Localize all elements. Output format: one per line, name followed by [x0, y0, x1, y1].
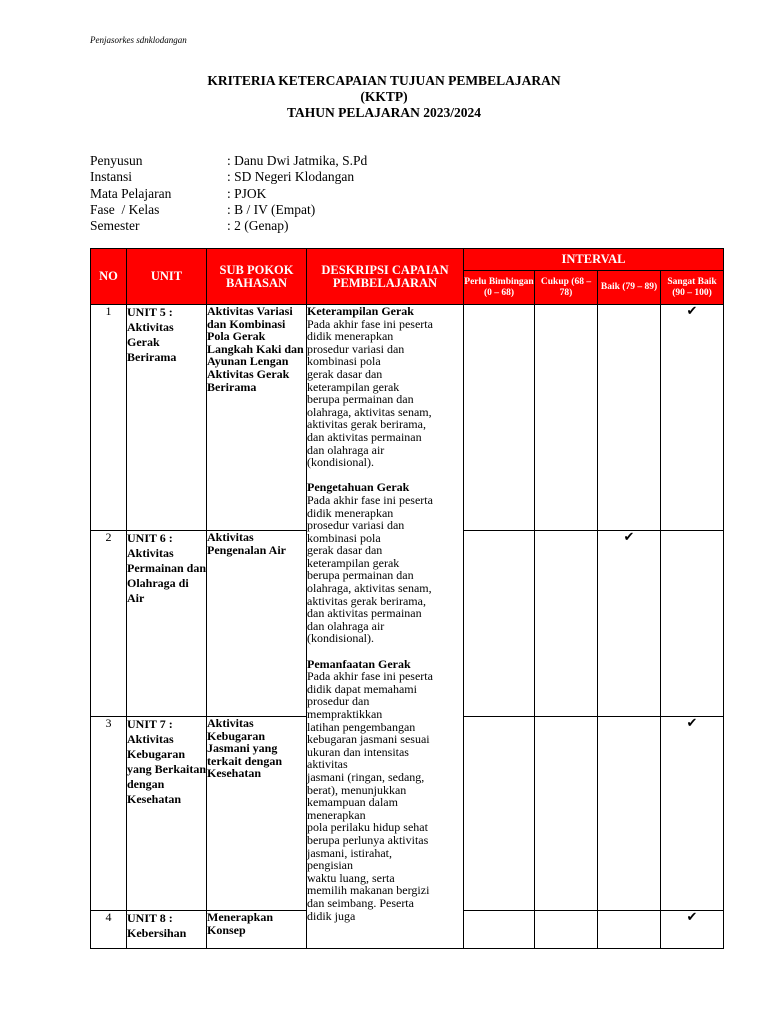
interval-cell [661, 531, 724, 717]
title-line-2: (KKTP) [360, 89, 408, 104]
desc-line: berupa perlunya aktivitas [307, 832, 429, 847]
interval-cell [598, 717, 661, 911]
info-value: : 2 (Genap) [227, 218, 289, 234]
row-unit: UNIT 8 : Kebersihan [127, 911, 207, 949]
desc-line: dan olahraga air [307, 442, 385, 457]
check-icon: ✔ [686, 909, 698, 924]
info-row-instansi [90, 169, 367, 185]
desc-line: waktu luang, serta [307, 870, 395, 885]
description-cell [307, 305, 464, 949]
interval-cell [535, 305, 598, 531]
desc-line: keterampilan gerak [307, 555, 400, 570]
desc-section-3 [307, 670, 463, 922]
desc-line: Pada akhir fase ini peserta [307, 316, 433, 331]
desc-line: prosedur dan [307, 694, 370, 709]
header-interval-baik: Baik (79 – 89) [598, 271, 661, 305]
desc-line: (kondisional). [307, 631, 374, 646]
desc-line: dan seimbang. Peserta [307, 895, 414, 910]
desc-line: didik menerapkan [307, 329, 394, 344]
desc-line: didik menerapkan [307, 505, 394, 520]
desc-section-2 [307, 494, 463, 645]
row-number: 3 [91, 717, 127, 911]
info-label: Fase / Kelas [90, 201, 160, 217]
desc-line: keterampilan gerak [307, 379, 400, 394]
desc-line: latihan pengembangan [307, 719, 416, 734]
check-icon: ✔ [623, 529, 635, 544]
desc-line: berupa permainan dan [307, 392, 414, 407]
info-value: : B / IV (Empat) [227, 201, 316, 217]
row-unit: UNIT 6 : Aktivitas Permainan dan Olahraga di Air [127, 531, 207, 717]
header-interval-sangat-baik: Sangat Baik (90 – 100) [661, 271, 724, 305]
row-number: 1 [91, 305, 127, 531]
row-unit: UNIT 5 : Aktivitas Gerak Berirama [127, 305, 207, 531]
desc-line: dan aktivitas permainan [307, 429, 422, 444]
document-title [0, 73, 768, 121]
desc-line: gerak dasar dan [307, 366, 383, 381]
desc-line: kebugaran jasmani sesuai [307, 732, 430, 747]
desc-line: jasmani, istirahat, [307, 845, 392, 860]
header-interval-perlu-bimbingan: Perlu Bimbingan (0 – 68) [464, 271, 535, 305]
desc-line: kombinasi pola [307, 354, 381, 369]
desc-line: Pada akhir fase ini peserta [307, 669, 433, 684]
header-interval: INTERVAL [464, 249, 724, 271]
interval-cell [464, 531, 535, 717]
desc-line: jasmani (ringan, sedang, [307, 769, 425, 784]
desc-line: menerapkan [307, 807, 366, 822]
desc-line: gerak dasar dan [307, 543, 383, 558]
table-row [91, 305, 724, 531]
header-sub-pokok-bahasan: SUB POKOK BAHASAN [207, 249, 307, 305]
interval-cell [464, 717, 535, 911]
desc-line: pengisian [307, 858, 353, 873]
row-number: 4 [91, 911, 127, 949]
interval-cell [661, 305, 724, 531]
interval-cell [464, 911, 535, 949]
desc-line: olahraga, aktivitas senam, [307, 404, 432, 419]
title-line-1: KRITERIA KETERCAPAIAN TUJUAN PEMBELAJARAN [207, 73, 561, 88]
info-label: Instansi [90, 169, 132, 185]
desc-line: aktivitas [307, 757, 348, 772]
info-label: Penyusun [90, 153, 143, 168]
info-row-penyusun [90, 153, 367, 169]
desc-line: kombinasi pola [307, 530, 381, 545]
desc-line: ukuran dan intensitas [307, 744, 409, 759]
interval-cell [535, 911, 598, 949]
desc-line: aktivitas gerak berirama, [307, 417, 426, 432]
interval-cell [598, 305, 661, 531]
desc-line: memilih makanan bergizi [307, 883, 430, 898]
interval-cell [661, 911, 724, 949]
desc-section-title: Pengetahuan Gerak [307, 480, 410, 495]
info-label: Mata Pelajaran [90, 185, 172, 201]
desc-line: didik juga [307, 908, 356, 923]
desc-line: aktivitas gerak berirama, [307, 593, 426, 608]
info-value: : SD Negeri Klodangan [227, 169, 355, 185]
desc-line: prosedur variasi dan [307, 341, 405, 356]
row-sub-pokok: Aktivitas Pengenalan Air [207, 531, 307, 717]
title-line-3: TAHUN PELAJARAN 2023/2024 [286, 105, 481, 120]
desc-line: Pada akhir fase ini peserta [307, 492, 433, 507]
desc-line: prosedur variasi dan [307, 518, 405, 533]
info-block [90, 153, 367, 234]
check-icon: ✔ [686, 303, 698, 318]
desc-line: didik dapat memahami [307, 681, 417, 696]
info-value: : PJOK [227, 185, 267, 201]
row-unit: UNIT 7 : Aktivitas Kebugaran yang Berkaitan dengan Kesehatan [127, 717, 207, 911]
interval-cell [661, 717, 724, 911]
desc-section-1 [307, 318, 463, 469]
desc-line: kemampuan dalam [307, 795, 398, 810]
row-sub-pokok: Aktivitas Variasi dan Kombinasi Pola Gerak Langkah Kaki dan Ayunan Lengan Aktivitas Gerak Berirama [207, 305, 307, 531]
row-number: 2 [91, 531, 127, 717]
desc-line: dan olahraga air [307, 618, 385, 633]
row-sub-pokok: Menerapkan Konsep [207, 911, 307, 949]
desc-line: mempraktikkan [307, 707, 383, 721]
header-interval-cukup: Cukup (68 – 78) [535, 271, 598, 305]
info-label: Semester [90, 218, 140, 234]
row-sub-pokok: Aktivitas Kebugaran Jasmani yang terkait dengan Kesehatan [207, 717, 307, 911]
interval-cell [464, 305, 535, 531]
header-deskripsi: DESKRIPSI CAPAIAN PEMBELAJARAN [307, 249, 464, 305]
desc-line: pola perilaku hidup sehat [307, 820, 428, 835]
interval-cell [535, 717, 598, 911]
info-row-fase-kelas [90, 202, 367, 218]
info-row-semester [90, 218, 367, 234]
desc-line: olahraga, aktivitas senam, [307, 581, 432, 596]
header-no: NO [91, 249, 127, 305]
desc-line: berupa permainan dan [307, 568, 414, 583]
desc-line: dan aktivitas permainan [307, 606, 422, 621]
interval-cell [598, 531, 661, 717]
kktp-table [90, 248, 724, 949]
interval-cell [535, 531, 598, 717]
header-note: Penjasorkes sdnklodangan [90, 35, 187, 45]
desc-section-title: Keterampilan Gerak [307, 304, 414, 318]
check-icon: ✔ [686, 715, 698, 730]
header-unit: UNIT [127, 249, 207, 305]
desc-line: (kondisional). [307, 455, 374, 470]
info-value: : Danu Dwi Jatmika, S.Pd [227, 153, 368, 168]
interval-cell [598, 911, 661, 949]
desc-section-title: Pemanfaatan Gerak [307, 656, 411, 671]
desc-line: berat), menunjukkan [307, 782, 407, 797]
info-row-mata-pelajaran [90, 186, 367, 202]
